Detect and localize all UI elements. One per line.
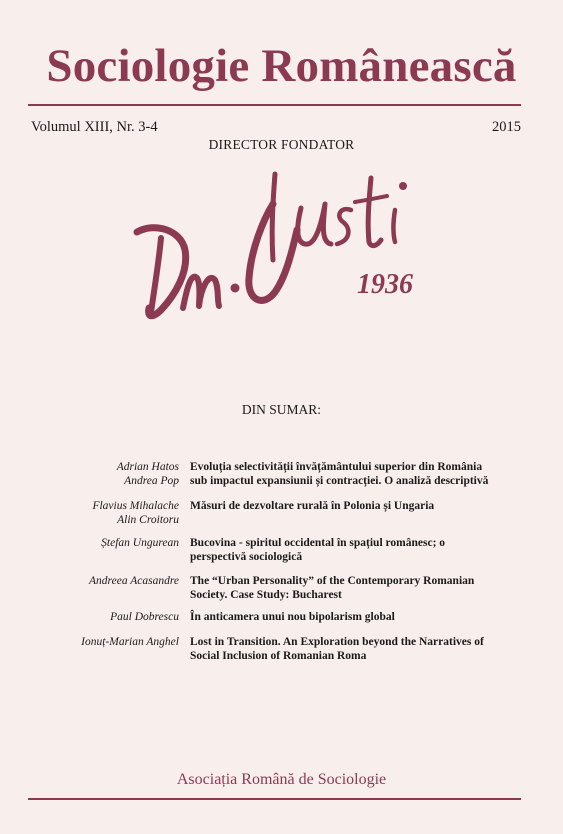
- author-name: Andrea Pop: [124, 474, 179, 487]
- journal-title: Sociologie Românească: [46, 40, 517, 92]
- author-name: Ștefan Ungurean: [101, 537, 179, 549]
- article-title: În anticamera unui nou bipolarism global: [190, 611, 395, 623]
- entry-authors: [89, 575, 179, 589]
- author-name: Flavius Mihalache: [92, 500, 179, 512]
- author-name: Ionuț-Marian Anghel: [81, 636, 179, 648]
- bottom-divider: [28, 798, 521, 800]
- author-name: Andreea Acasandre: [89, 575, 179, 587]
- author-name: Alin Croitoru: [117, 513, 179, 526]
- article-title: The “Urban Personality” of the Contemporary Romanian Society. Case Study: Bucharest: [190, 575, 475, 601]
- top-divider: [28, 104, 521, 106]
- author-name: Paul Dobrescu: [110, 611, 179, 623]
- entry-authors: [110, 611, 179, 625]
- entry-authors: [101, 537, 179, 551]
- article-title: Lost in Transition. An Exploration beyond the Narratives of Social Inclusion of Romanian Roma: [190, 636, 484, 662]
- signature-year: 1936: [357, 269, 413, 300]
- director-label: DIRECTOR FONDATOR: [208, 137, 355, 152]
- article-title: Bucovina - spiritul occidental în spațiul românesc; o perspectivă sociologică: [190, 537, 446, 563]
- summary-heading: DIN SUMAR:: [241, 402, 322, 417]
- entry-authors: [92, 500, 179, 527]
- article-title: Evoluția selectivității învățământului superior din România sub impactul expansiunii și contracției. O analiză descriptivă: [190, 461, 489, 487]
- publisher-association: Asociația Română de Sociologie: [176, 771, 387, 788]
- founder-signature: [125, 160, 435, 335]
- entry-authors: [81, 636, 179, 650]
- author-name: Adrian Hatos: [116, 461, 179, 473]
- entry-authors: [117, 461, 179, 488]
- volume-number: Volumul XIII, Nr. 3-4: [31, 119, 158, 135]
- article-title: Măsuri de dezvoltare rurală în Polonia și Ungaria: [190, 500, 435, 512]
- publication-year: 2015: [492, 119, 521, 135]
